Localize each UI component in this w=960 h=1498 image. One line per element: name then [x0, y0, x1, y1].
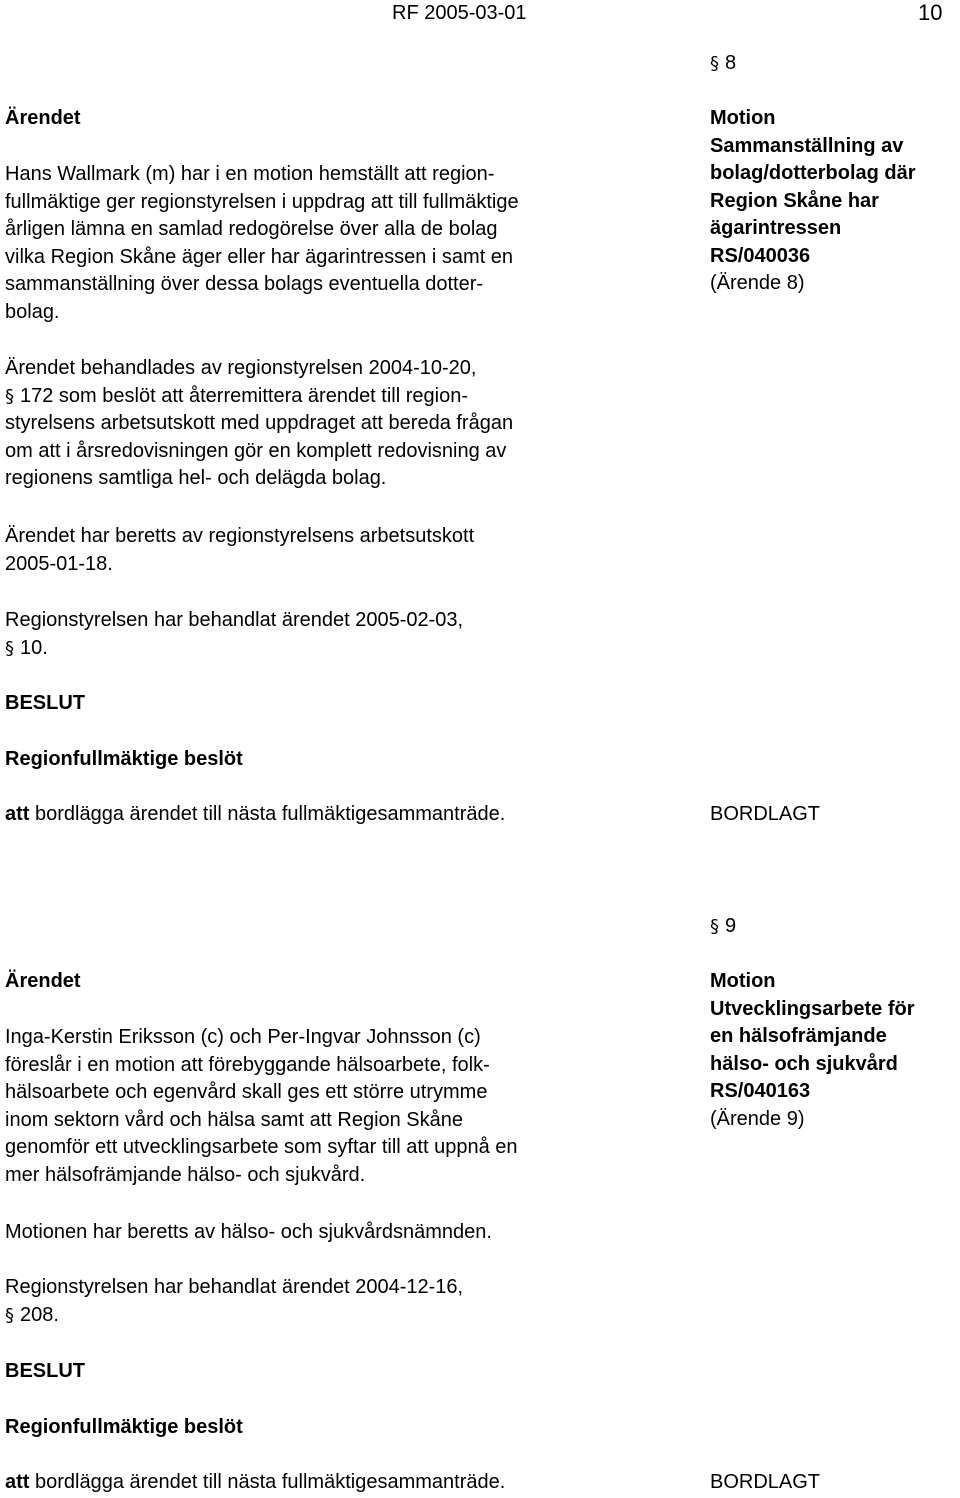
text-line: regionens samtliga hel- och delägda bolag. [5, 467, 387, 489]
item-9-paragraph-3 [5, 1274, 685, 1329]
text-line: Ärendet behandlades av regionstyrelsen 2004-10-20, [5, 357, 477, 379]
sidebar-type: Motion [710, 107, 776, 129]
section-symbol: § [5, 385, 14, 407]
sidebar-title-line: Region Skåne har [710, 189, 879, 212]
item-8-decision [5, 801, 685, 829]
section-symbol: § [710, 916, 719, 937]
text-line: hälsoarbete och egenvård skall ges ett större utrymme [5, 1081, 488, 1103]
decision-text: bordlägga ärendet till nästa fullmäktigesammanträde. [35, 803, 506, 825]
item-8-sidebar [710, 105, 960, 298]
text-line: mer hälsofrämjande hälso- och sjukvård. [5, 1163, 366, 1186]
section-symbol: § [5, 1304, 14, 1326]
item-9-paragraph-2 [5, 1219, 685, 1247]
text-line: årligen lämna en samlad redogörelse över alla de bolag [5, 218, 498, 240]
sidebar-arende: (Ärende 8) [710, 272, 805, 294]
text-line: fullmäktige ger regionstyrelsen i uppdrag att till fullmäktige [5, 190, 519, 213]
text-line: vilka Region Skåne äger eller har ägarintressen i samt en [5, 245, 514, 268]
item-number: 9 [725, 915, 737, 937]
text-line: bolag. [5, 300, 60, 323]
text-line-content: 208. [20, 1303, 59, 1326]
item-8-arendet-heading: Ärendet [5, 107, 81, 129]
text-line: Motionen har beretts av hälso- och sjukvårdsnämnden. [5, 1221, 492, 1243]
section-symbol: § [5, 637, 14, 659]
text-line: Regionstyrelsen har behandlat ärendet 2004-12-16, [5, 1276, 464, 1298]
sidebar-title-line: Sammanställning av [710, 134, 904, 157]
text-line [5, 1302, 685, 1330]
decision-att: att [5, 1471, 30, 1493]
document-reference: RF 2005-03-01 [392, 2, 527, 24]
item-number: 8 [725, 52, 737, 74]
text-line-content: 172 som beslöt att återremittera ärendet till region- [20, 384, 468, 407]
sidebar-title-line: hälso- och sjukvård [710, 1052, 898, 1075]
decision-text: bordlägga ärendet till nästa fullmäktigesammanträde. [35, 1471, 506, 1493]
page-number: 10 [918, 0, 943, 25]
text-line: om att i årsredovisningen gör en komplett redovisning av [5, 439, 507, 462]
item-9-beslut-heading: BESLUT [5, 1360, 85, 1382]
decision-att: att [5, 803, 30, 825]
sidebar-title-line: en hälsofrämjande [710, 1025, 887, 1047]
text-line [5, 635, 685, 663]
text-line: sammanställning över dessa bolags eventuella dotter- [5, 273, 484, 295]
sidebar-title-line: Utvecklingsarbete för [710, 997, 915, 1020]
item-8-decider-heading: Regionfullmäktige beslöt [5, 748, 243, 770]
sidebar-title-line: bolag/dotterbolag där [710, 162, 916, 184]
item-9-decision [5, 1469, 685, 1497]
item-8-paragraph-1 [5, 161, 685, 326]
item-8-status: BORDLAGT [710, 803, 821, 825]
item-9-status: BORDLAGT [710, 1471, 821, 1493]
item-9-decider-heading: Regionfullmäktige beslöt [5, 1416, 243, 1438]
section-symbol: § [710, 53, 719, 74]
text-line: föreslår i en motion att förebyggande hälsoarbete, folk- [5, 1053, 490, 1076]
text-line: Ärendet har beretts av regionstyrelsens arbetsutskott [5, 525, 475, 547]
sidebar-reference: RS/040036 [710, 244, 811, 267]
item-8-paragraph-2 [5, 355, 685, 493]
item-8-paragraph-3 [5, 523, 685, 578]
text-line-content: 10. [20, 636, 48, 659]
item-8-section-number [710, 50, 960, 77]
text-line: Regionstyrelsen har behandlat ärendet 2005-02-03, [5, 609, 464, 631]
item-9-section-number [710, 913, 960, 940]
sidebar-type: Motion [710, 970, 776, 992]
item-9-paragraph-1 [5, 1024, 685, 1189]
item-8-paragraph-4 [5, 607, 685, 662]
item-9-arendet-heading: Ärendet [5, 970, 81, 992]
text-line: 2005-01-18. [5, 552, 113, 575]
sidebar-arende: (Ärende 9) [710, 1107, 805, 1130]
sidebar-reference: RS/040163 [710, 1080, 811, 1102]
text-line: Inga-Kerstin Eriksson (c) och Per-Ingvar Johnsson (c) [5, 1026, 481, 1048]
text-line: genomför ett utvecklingsarbete som syftar till att uppnå en [5, 1136, 518, 1158]
text-line: inom sektorn vård och hälsa samt att Region Skåne [5, 1108, 464, 1131]
sidebar-title-line: ägarintressen [710, 217, 842, 239]
text-line: styrelsens arbetsutskott med uppdraget att bereda frågan [5, 412, 514, 434]
item-8-beslut-heading: BESLUT [5, 692, 85, 714]
item-9-sidebar [710, 968, 960, 1133]
text-line [5, 383, 685, 411]
text-line: Hans Wallmark (m) har i en motion hemställt att region- [5, 163, 495, 185]
